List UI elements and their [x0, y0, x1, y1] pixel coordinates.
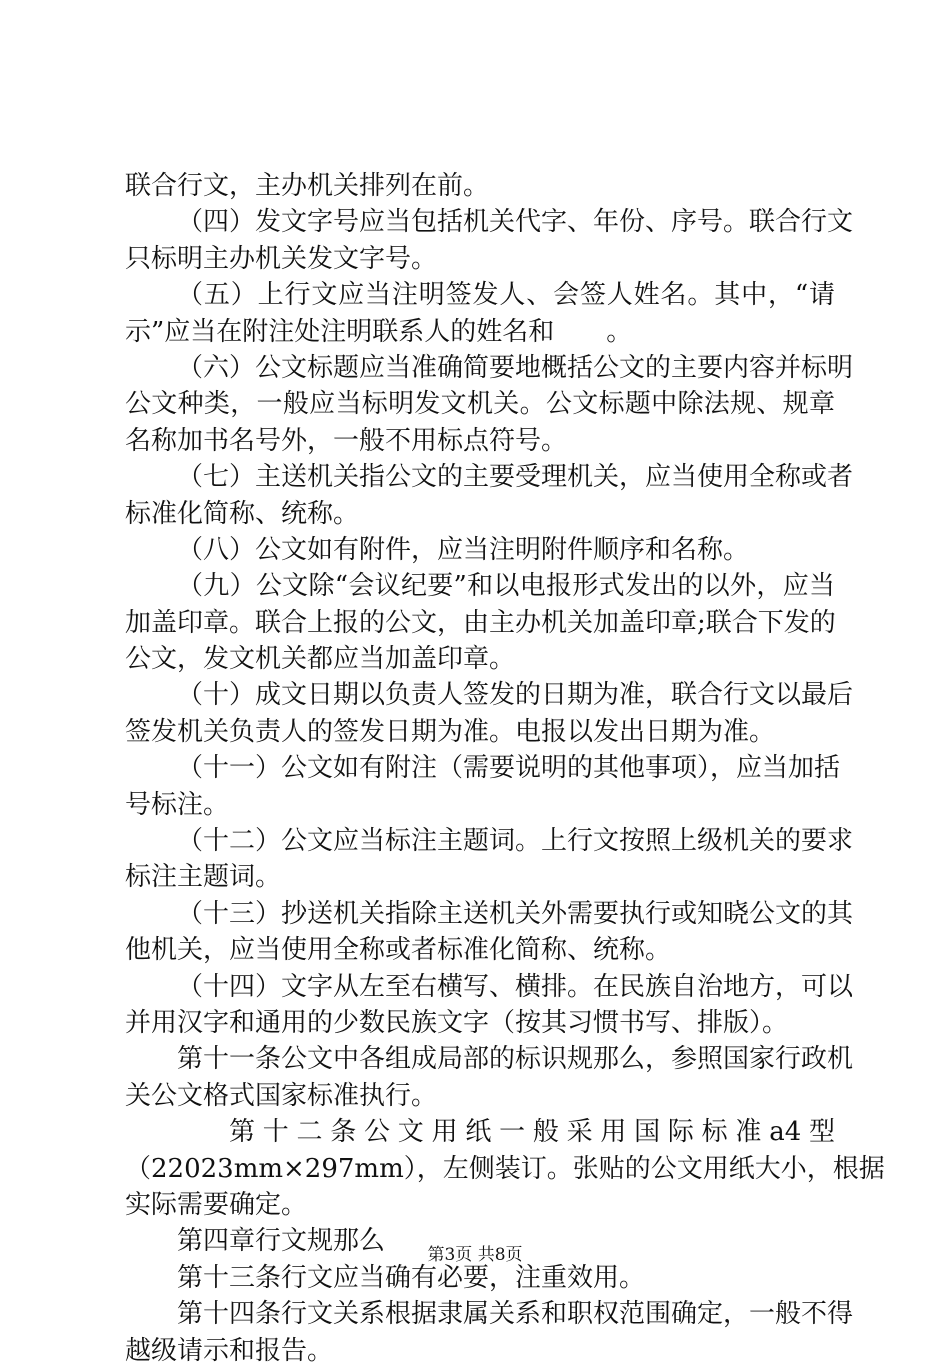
text-line: （五）上行文应当注明签发人、会签人姓名。其中，“请: [177, 280, 835, 311]
text-line: 第十四条行文关系根据隶属关系和职权范围确定，一般不得: [177, 1299, 854, 1330]
text-line: （十一）公文如有附注（需要说明的其他事项），应当加括: [177, 753, 841, 784]
text-line: 只标明主办机关发文字号。: [125, 243, 438, 274]
text-line: （八）公文如有附件，应当注明附件顺序和名称。: [177, 534, 750, 565]
text-line: 标注主题词。: [125, 862, 282, 893]
text-line: （十三）抄送机关指除主送机关外需要执行或知晓公文的其: [177, 898, 854, 929]
text-line: 第十一条公文中各组成局部的标识规那么，参照国家行政机: [177, 1044, 854, 1075]
text-line: 关公文格式国家标准执行。: [125, 1080, 438, 1111]
text-line: 公文种类，一般应当标明发文机关。公文标题中除法规、规章: [125, 389, 835, 420]
text-line: 标准化简称、统称。: [125, 498, 360, 529]
text-line: 实际需要确定。: [125, 1189, 308, 1220]
text-line: 第十三条行文应当确有必要，注重效用。: [177, 1262, 646, 1293]
text-line: （22023mm×297mm），左侧装订。张贴的公文用纸大小，根据: [125, 1153, 885, 1184]
text-line: （七）主送机关指公文的主要受理机关，应当使用全称或者: [177, 462, 854, 493]
text-line: （十）成文日期以负责人签发的日期为准，联合行文以最后: [177, 680, 854, 711]
text-line: 示”应当在附注处注明联系人的姓名和 。: [125, 316, 633, 347]
text-line: 第十二条公文用纸一般采用国际标准a4型: [229, 1117, 835, 1148]
text-line: （六）公文标题应当准确简要地概括公文的主要内容并标明: [177, 352, 854, 383]
text-line: 号标注。: [125, 789, 230, 820]
document-body: [125, 168, 885, 1369]
text-line: 公文，发文机关都应当加盖印章。: [125, 644, 516, 675]
page-footer: [0, 1244, 950, 1266]
text-line: 加盖印章。联合上报的公文，由主办机关加盖印章;联合下发的: [125, 607, 836, 638]
text-line: 越级请示和报告。: [125, 1335, 334, 1366]
page-number: 第3页 共8页: [427, 1245, 523, 1265]
text-line: 他机关，应当使用全称或者标准化简称、统称。: [125, 935, 672, 966]
text-line: 联合行文，主办机关排列在前。: [125, 171, 490, 201]
text-line: （十四）文字从左至右横写、横排。在民族自治地方，可以: [177, 971, 854, 1002]
section-heading: 第四章行文规那么: [177, 1226, 386, 1257]
text-line: 签发机关负责人的签发日期为准。电报以发出日期为准。: [125, 716, 776, 747]
text-line: 并用汉字和通用的少数民族文字（按其习惯书写、排版）。: [125, 1007, 789, 1038]
text-line: （十二）公文应当标注主题词。上行文按照上级机关的要求: [177, 826, 854, 857]
text-line: 名称加书名号外，一般不用标点符号。: [125, 425, 568, 456]
text-line: （九）公文除“会议纪要”和以电报形式发出的以外，应当: [177, 571, 835, 602]
text-line: （四）发文字号应当包括机关代字、年份、序号。联合行文: [177, 207, 854, 238]
